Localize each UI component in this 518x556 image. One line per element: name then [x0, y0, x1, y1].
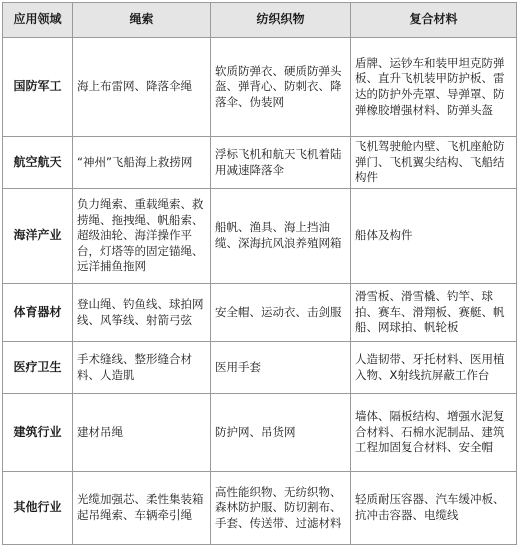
rope-cell: 光缆加强芯、柔性集装箱起吊绳索、车辆牵引绳 [73, 472, 211, 545]
composite-cell: 滑雪板、滑雪橇、钓竿、球拍、赛车、滑翔板、赛艇、帆船、网球拍、帆轮板 [351, 284, 517, 342]
textile-cell: 医用手套 [211, 342, 351, 394]
application-table [2, 2, 517, 545]
table-row [3, 472, 517, 545]
rope-cell: 建材吊绳 [73, 394, 211, 472]
table-row [3, 284, 517, 342]
header-composite: 复合材料 [351, 3, 517, 38]
textile-cell: 软质防弹衣、硬质防弹头盔、弹背心、防刺衣、降落伞、伪装网 [211, 38, 351, 137]
composite-cell: 轻质耐压容器、汽车缓冲板、抗冲击容器、电缆线 [351, 472, 517, 545]
textile-cell: 防护网、吊货网 [211, 394, 351, 472]
table-row [3, 137, 517, 189]
textile-cell: 高性能织物、无纺织物、森林防护服、防切割布、手套、传送带、过滤材料 [211, 472, 351, 545]
composite-cell: 船体及构件 [351, 189, 517, 284]
composite-cell: 盾牌、运钞车和装甲坦克防弹板、直升飞机装甲防护板、雷达的防护外壳罩、导弹罩、防弹橡胶增强材料、防弹头盔 [351, 38, 517, 137]
table-row [3, 342, 517, 394]
textile-cell: 安全帽、运动衣、击剑服 [211, 284, 351, 342]
field-cell: 航空航天 [3, 137, 73, 189]
field-cell: 体育器材 [3, 284, 73, 342]
field-cell: 海洋产业 [3, 189, 73, 284]
table-row [3, 189, 517, 284]
field-cell: 医疗卫生 [3, 342, 73, 394]
field-cell: 国防军工 [3, 38, 73, 137]
field-cell: 建筑行业 [3, 394, 73, 472]
composite-cell: 人造韧带、牙托材料、医用植入物、X射线抗屏蔽工作台 [351, 342, 517, 394]
composite-cell: 飞机驾驶舱内壁、飞机座舱防弹门、飞机翼尖结构、飞船结构件 [351, 137, 517, 189]
table-row [3, 394, 517, 472]
composite-cell: 墙体、隔板结构、增强水泥复合材料、石棉水泥制品、建筑工程加固复合材料、安全帽 [351, 394, 517, 472]
header-rope: 绳索 [73, 3, 211, 38]
rope-cell: 登山绳、钓鱼线、球拍网线、风筝线、射箭弓弦 [73, 284, 211, 342]
field-cell: 其他行业 [3, 472, 73, 545]
rope-cell: 负力绳索、重载绳索、救捞绳、拖拽绳、帆船索、超级油轮、海洋操作平台，灯塔等的固定锚绳、远洋捕鱼拖网 [73, 189, 211, 284]
rope-cell: “神州”飞船海上救捞网 [73, 137, 211, 189]
header-application-field: 应用领域 [3, 3, 73, 38]
rope-cell: 手术缝线、整形缝合材料、人造肌 [73, 342, 211, 394]
table-row [3, 38, 517, 137]
header-textile: 纺织织物 [211, 3, 351, 38]
textile-cell: 船帆、渔具、海上挡油缆、深海抗风浪养殖网箱 [211, 189, 351, 284]
rope-cell: 海上布雷网、降落伞绳 [73, 38, 211, 137]
header-row [3, 3, 517, 38]
textile-cell: 浮标飞机和航天飞机着陆用减速降落伞 [211, 137, 351, 189]
